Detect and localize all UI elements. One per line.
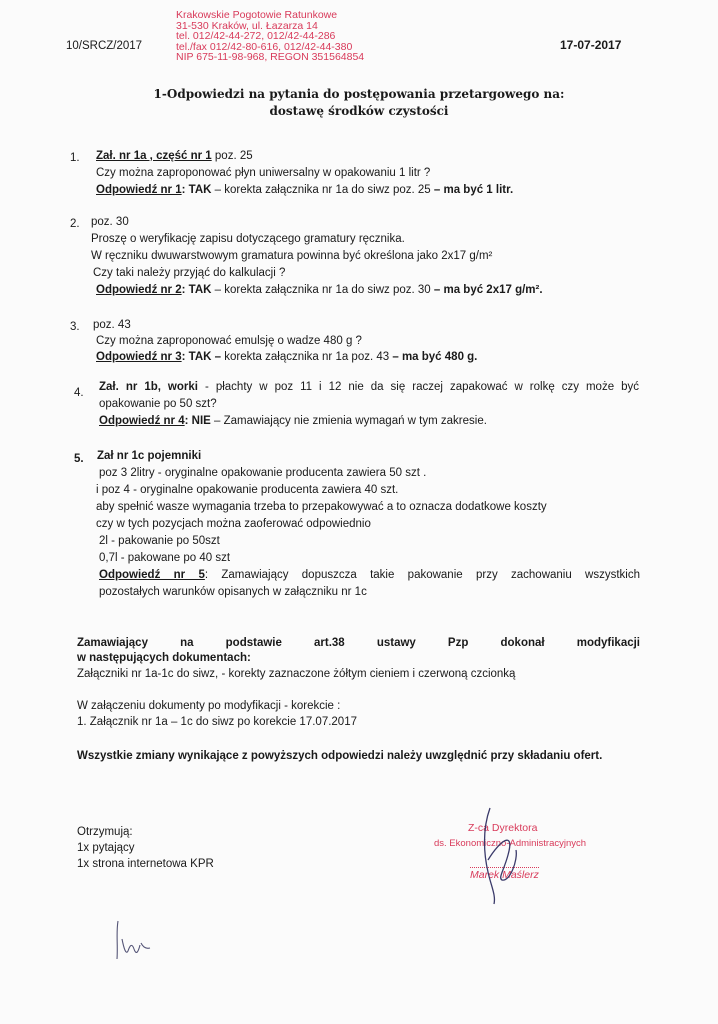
stamp-line: 31-530 Kraków, ul. Łazarza 14	[176, 19, 318, 32]
recipient-item: 1x strona internetowa KPR	[77, 858, 214, 870]
answer-verdict: : TAK	[181, 184, 212, 196]
q1-question: Czy można zaproponować płyn uniwersalny w opakowaniu 1 litr ?	[96, 167, 431, 179]
document-title-line1: 1-Odpowiedzi na pytania do postępowania przetargowego na:	[153, 87, 565, 101]
answer-emphasis: – ma być 2x17 g/m².	[433, 284, 543, 296]
q2-line3: Czy taki należy przyjąć do kalkulacji ?	[93, 267, 286, 279]
modification-statement: Zamawiający na podstawie art.38 ustawy Pzp dokonał modyfikacji	[77, 637, 640, 649]
answer-text: – korekta załącznika nr 1a do siwz poz. 30	[211, 284, 434, 296]
q5-answer-line1	[99, 569, 640, 581]
initials-signature	[110, 915, 160, 965]
q1-heading	[96, 150, 253, 162]
modification-statement-cont: w następujących dokumentach:	[77, 652, 251, 664]
q5-line: i poz 4 - oryginalne opakowanie producenta zawiera 40 szt.	[96, 484, 399, 496]
answer-text: korekta załącznika nr 1a poz. 43	[221, 351, 393, 363]
company-stamp	[176, 10, 364, 63]
answer-label: Odpowiedź nr 2	[96, 284, 182, 296]
answer-label: Odpowiedź nr 1	[96, 184, 182, 196]
q2-answer	[96, 284, 543, 296]
stamp-line: Krakowskie Pogotowie Ratunkowe	[176, 9, 338, 21]
q2-pos: poz. 30	[91, 216, 129, 228]
q5-line: czy w tych pozycjach można zaoferować odpowiednio	[96, 518, 371, 530]
answer-label: Odpowiedź nr 4	[99, 415, 185, 427]
q2-line1: Proszę o weryfikację zapisu dotyczącego gramatury ręcznika.	[91, 233, 405, 245]
answer-text: : Zamawiający dopuszcza takie pakowanie przy zachowaniu wszystkich	[204, 569, 641, 581]
q3-pos: poz. 43	[93, 319, 131, 331]
q1-pos: poz. 25	[211, 150, 253, 162]
stamp-line: NIP 675-11-98-968, REGON 351564854	[176, 51, 365, 64]
item-number: 1.	[70, 152, 80, 164]
document-title-line2: dostawę środków czystości	[269, 104, 449, 118]
q5-line: aby spełnić wasze wymagania trzeba to przepakowywać a to oznacza dodatkowe koszty	[96, 501, 547, 513]
q1-ref: Zał. nr 1a , część nr 1	[96, 150, 212, 162]
answer-emphasis: – ma być 1 litr.	[433, 184, 514, 196]
q5-line: 2l - pakowanie po 50szt	[99, 535, 220, 547]
answer-emphasis: – ma być 480 g.	[392, 351, 478, 363]
stamp-line: tel. 012/42-44-272, 012/42-44-286	[176, 30, 336, 43]
stamp-line: tel./fax 012/42-80-616, 012/42-44-380	[176, 40, 353, 53]
signature-title: Z-ca Dyrektora	[468, 822, 538, 834]
answer-verdict: : TAK –	[181, 351, 222, 363]
answer-verdict: : NIE	[184, 415, 211, 427]
item-number: 3.	[70, 321, 80, 333]
attachment-item: 1. Załącznik nr 1a – 1c do siwz po korekcie 17.07.2017	[77, 716, 357, 728]
q1-answer	[96, 184, 513, 196]
item-number: 2.	[70, 218, 80, 230]
item-number: 4.	[74, 387, 84, 399]
q4-answer	[99, 415, 487, 427]
q3-answer	[96, 351, 477, 363]
signature-department: ds. Ekonomiczno-Administracyjnych	[434, 838, 587, 849]
q5-line: 0,7l - pakowane po 40 szt	[99, 552, 231, 564]
recipient-item: 1x pytający	[77, 842, 135, 854]
q2-line2: W ręczniku dwuwarstwowym gramatura powinna być określona jako 2x17 g/m²	[91, 250, 493, 262]
final-note: Wszystkie zmiany wynikające z powyższych odpowiedzi należy uwzględnić przy składaniu ofert.	[77, 750, 603, 762]
answer-text: – korekta załącznika nr 1a do siwz poz. 25	[211, 184, 434, 196]
answer-text: – Zamawiający nie zmienia wymagań w tym zakresie.	[210, 415, 487, 427]
recipients-title: Otrzymują:	[77, 826, 133, 838]
modification-details: Załączniki nr 1a-1c do siwz, - korekty zaznaczone żółtym cieniem i czerwoną czcionką	[77, 668, 516, 680]
q5-line: poz 3 2litry - oryginalne opakowanie producenta zawiera 50 szt .	[99, 467, 427, 479]
q4-line1	[99, 381, 639, 393]
q5-answer-line2: pozostałych warunków opisanych w załączniku nr 1c	[99, 586, 367, 598]
handwritten-signature	[460, 800, 570, 910]
q3-question: Czy można zaproponować emulsję o wadze 480 g ?	[96, 335, 362, 347]
q4-line2: opakowanie po 50 szt?	[99, 398, 217, 410]
answer-label: Odpowiedź nr 5	[99, 569, 205, 581]
item-number: 5.	[74, 453, 84, 465]
answer-label: Odpowiedź nr 3	[96, 351, 182, 363]
q4-ref: Zał. nr 1b, worki	[99, 381, 198, 393]
q4-text: - płachty w poz 11 i 12 nie da się raczej zapakować w rolkę czy może być	[197, 381, 639, 393]
answer-verdict: : TAK	[181, 284, 212, 296]
reference-number: 10/SRCZ/2017	[66, 40, 143, 52]
attachments-intro: W załączeniu dokumenty po modyfikacji - korekcie :	[77, 700, 341, 712]
document-date: 17-07-2017	[560, 38, 622, 52]
q5-ref: Zał nr 1c pojemniki	[97, 450, 202, 462]
signature-name: Marek Maślerz	[470, 869, 539, 881]
